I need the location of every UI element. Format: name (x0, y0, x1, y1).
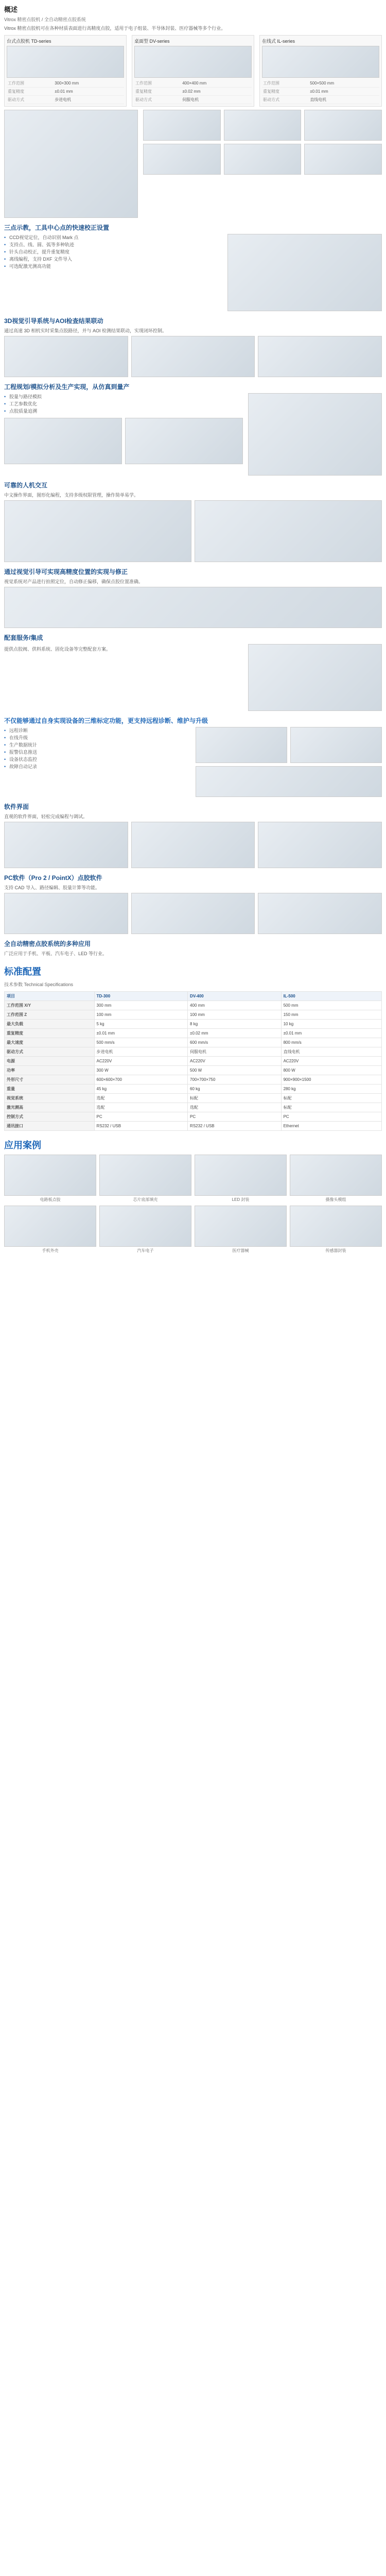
app-card[interactable] (195, 1155, 287, 1202)
feature-3-bullet: • 点胶质量追溯 (4, 408, 243, 415)
page (0, 0, 386, 1267)
feature-8-title: 软件界面 (4, 803, 29, 810)
product-card-1[interactable] (4, 35, 127, 107)
app-image (195, 1206, 287, 1247)
feature-7-bullet: • 故障自动记录 (4, 763, 190, 770)
feature-7-image-3 (196, 766, 382, 797)
app-label: LED 封装 (232, 1197, 250, 1202)
app-card[interactable] (99, 1206, 191, 1253)
feature-10 (4, 939, 382, 957)
app-image (4, 1155, 96, 1196)
feature-2-text: 通过高速 3D 相机实时采集点胶路径，并与 AOI 检测结果联动，实现闭环控制。 (4, 328, 167, 333)
product-image (7, 46, 124, 78)
feature-4-text: 中文操作界面，图形化编程，支持多级权限管理，操作简单易学。 (4, 493, 139, 498)
spec-section (4, 964, 382, 1131)
spec-key: 通讯接口 (5, 1122, 95, 1131)
spec-value: RS232 / USB (188, 1122, 282, 1131)
product-image (134, 46, 252, 78)
feature-3-bullet: • 工艺参数优化 (4, 400, 243, 408)
spec-value: 800 W (281, 1066, 381, 1075)
spec-value: RS232 / USB (94, 1122, 188, 1131)
software-screenshot-3 (258, 822, 382, 868)
feature-10-title: 全自动精密点胶系统的多种应用 (4, 940, 91, 947)
feature-5 (4, 567, 382, 628)
feature-3-bullet: • 胶量与路径模拟 (4, 393, 243, 400)
feature-7-bullet: • 生产数据统计 (4, 741, 190, 749)
feature-3-image-1 (4, 418, 122, 464)
spec-key: 最大负载 (5, 1020, 95, 1029)
table-row (5, 1112, 382, 1122)
app-image (290, 1206, 382, 1247)
spec-value: 5 kg (94, 1020, 188, 1029)
spec-key: 视觉系统 (5, 1094, 95, 1103)
product-image (262, 46, 379, 78)
feature-2-image-2 (131, 336, 255, 377)
spec-value: 600×600×700 (94, 1075, 188, 1084)
table-row (5, 1029, 382, 1038)
spec-value: 60 kg (188, 1084, 282, 1094)
spec-value: 45 kg (94, 1084, 188, 1094)
feature-1-bullet: • CCD视觉定位，自动识别 Mark 点 (4, 234, 222, 241)
spec-value: AC220V (94, 1057, 188, 1066)
app-label: 汽车电子 (137, 1248, 154, 1253)
spec-value: 伺服电机 (188, 1047, 282, 1057)
feature-6-text: 提供点胶阀、供料系统、固化设备等完整配套方案。 (4, 647, 111, 652)
spec-value: 8 kg (188, 1020, 282, 1029)
table-row (5, 1084, 382, 1094)
feature-8 (4, 802, 382, 868)
table-row (5, 1001, 382, 1010)
spec-value: 400 mm (188, 1001, 282, 1010)
table-row (5, 1020, 382, 1029)
spec-table-header: 项目 TD-300 DV-400 IL-500 (5, 992, 382, 1001)
spec-value: 标配 (281, 1103, 381, 1112)
accessory-image-4 (143, 144, 221, 175)
app-card[interactable] (195, 1206, 287, 1253)
app-image (195, 1155, 287, 1196)
spec-value: 标配 (281, 1094, 381, 1103)
spec-value: PC (188, 1112, 282, 1122)
feature-3-image-2 (125, 418, 243, 464)
spec-value: 600 mm/s (188, 1038, 282, 1047)
spec-value: 选配 (188, 1103, 282, 1112)
feature-1-bullet: • 离线编程，支持 DXF 文件导入 (4, 256, 222, 263)
spec-value: 800 mm/s (281, 1038, 381, 1047)
product-spec-table: 工作范围 300×300 mm 重复精度 ±0.01 mm 驱动方式 步进电机 (7, 79, 124, 104)
app-card[interactable] (99, 1155, 191, 1202)
spec-value: ±0.01 mm (94, 1029, 188, 1038)
accessory-image-6 (304, 144, 382, 175)
feature-1-bullet: • 针头自动校正，提升重复精度 (4, 248, 222, 256)
app-label: 手机外壳 (42, 1248, 59, 1253)
feature-7-bullet: • 在线升级 (4, 734, 190, 741)
app-label: 摄像头模组 (325, 1197, 346, 1202)
accessory-image-1 (143, 110, 221, 141)
spec-value: 100 mm (188, 1010, 282, 1020)
page-title: 概述 (4, 6, 18, 13)
apps-grid (4, 1155, 382, 1253)
feature-7-bullet: • 设备状态监控 (4, 756, 190, 763)
feature-2-title: 3D视觉引导系统与AOI检查结果联动 (4, 317, 103, 325)
feature-2-image-3 (258, 336, 382, 377)
spec-value: 500 W (188, 1066, 282, 1075)
table-row (5, 1057, 382, 1066)
machine-diagram-row (4, 110, 382, 218)
app-image (99, 1206, 191, 1247)
pc-software-image-2 (131, 893, 255, 934)
spec-key: 激光测高 (5, 1103, 95, 1112)
machine-illustration (4, 110, 138, 218)
spec-value: 900×900×1500 (281, 1075, 381, 1084)
spec-value: 300 mm (94, 1001, 188, 1010)
feature-7-title: 不仅能够通过自身实现设备的三维标定功能，更支持远程诊断、维护与升级 (4, 717, 208, 724)
app-label: 医疗器械 (232, 1248, 249, 1253)
spec-value: PC (281, 1112, 381, 1122)
apps-section (4, 1138, 382, 1253)
spec-subtitle: 技术参数 Technical Specifications (4, 982, 74, 987)
feature-4-image-1 (4, 500, 191, 562)
app-card[interactable] (4, 1155, 96, 1202)
feature-8-text: 直观的软件界面，轻松完成编程与调试。 (4, 814, 88, 819)
feature-1 (4, 223, 382, 311)
spec-value: ±0.01 mm (281, 1029, 381, 1038)
spec-key: 控制方式 (5, 1112, 95, 1122)
app-label: 传感器封装 (325, 1248, 346, 1253)
spec-value: 10 kg (281, 1020, 381, 1029)
feature-1-title: 三点示教，工具中心点的快速校正设置 (4, 224, 110, 231)
app-image (4, 1206, 96, 1247)
feature-4 (4, 481, 382, 562)
product-spec-table: 工作范围 400×400 mm 重复精度 ±0.02 mm 驱动方式 伺服电机 (134, 79, 252, 104)
table-row (5, 1094, 382, 1103)
app-label: 芯片底部填充 (133, 1197, 158, 1202)
pc-software-image-1 (4, 893, 128, 934)
feature-3 (4, 382, 382, 476)
spec-key: 外形尺寸 (5, 1075, 95, 1084)
spec-key: 最大速度 (5, 1038, 95, 1047)
spec-value: 标配 (188, 1094, 282, 1103)
feature-4-title: 可靠的人机交互 (4, 482, 48, 489)
spec-value: 700×700×750 (188, 1075, 282, 1084)
spec-key: 工作范围 Z (5, 1010, 95, 1020)
spec-value: PC (94, 1112, 188, 1122)
spec-key: 重复精度 (5, 1029, 95, 1038)
table-row (5, 1075, 382, 1084)
feature-1-bullet: • 可选配激光测高功能 (4, 263, 222, 270)
table-row (5, 1066, 382, 1075)
spec-title: 标准配置 (4, 967, 41, 977)
software-screenshot-1 (4, 822, 128, 868)
apps-title: 应用案例 (4, 1140, 41, 1150)
feature-9 (4, 873, 382, 934)
spec-key: 重量 (5, 1084, 95, 1094)
feature-5-title: 通过视觉引导可实现高精度位置的实现与修正 (4, 568, 128, 575)
spec-value: 150 mm (281, 1010, 381, 1020)
spec-key: 工作范围 X/Y (5, 1001, 95, 1010)
app-image (290, 1155, 382, 1196)
feature-6-image (248, 644, 382, 711)
spec-value: 步进电机 (94, 1047, 188, 1057)
feature-7-image-1 (196, 727, 287, 763)
spec-value: 500 mm/s (94, 1038, 188, 1047)
feature-7-bullet: • 远程诊断 (4, 727, 190, 734)
feature-10-text: 广泛应用于手机、平板、汽车电子、LED 等行业。 (4, 951, 108, 956)
app-card[interactable] (290, 1155, 382, 1202)
spec-value: 100 mm (94, 1010, 188, 1020)
spec-value: 选配 (94, 1103, 188, 1112)
feature-9-title: PC软件（Pro 2 / PointX）点胶软件 (4, 874, 102, 882)
feature-3-image-3 (248, 393, 382, 476)
spec-value: 280 kg (281, 1084, 381, 1094)
software-screenshot-2 (131, 822, 255, 868)
pc-software-image-3 (258, 893, 382, 934)
spec-value: ±0.02 mm (188, 1029, 282, 1038)
feature-5-image (4, 587, 382, 628)
feature-1-bullet: • 支持点、线、圆、弧等多种轨迹 (4, 241, 222, 248)
product-name: 在线式 IL-series (262, 39, 295, 44)
feature-7-bullet: • 报警信息推送 (4, 749, 190, 756)
spec-key: 功率 (5, 1066, 95, 1075)
accessory-image-2 (224, 110, 302, 141)
spec-value: 选配 (94, 1094, 188, 1103)
spec-value: 500 mm (281, 1001, 381, 1010)
product-card-2[interactable] (132, 35, 254, 107)
spec-value: 直线电机 (281, 1047, 381, 1057)
feature-7-image-2 (290, 727, 382, 763)
feature-7 (4, 716, 382, 797)
product-spec-table: 工作范围 500×500 mm 重复精度 ±0.01 mm 驱动方式 直线电机 (262, 79, 379, 104)
feature-9-text: 支持 CAD 导入、路径编辑、胶量计算等功能。 (4, 885, 100, 890)
spec-table (4, 991, 382, 1131)
accessory-image-5 (224, 144, 302, 175)
spec-value: AC220V (188, 1057, 282, 1066)
table-row (5, 1010, 382, 1020)
feature-3-title: 工程规划/模拟分析及生产实现，从仿真到量产 (4, 383, 130, 391)
spec-value: Ethernet (281, 1122, 381, 1131)
product-cards (4, 35, 382, 107)
app-card[interactable] (290, 1206, 382, 1253)
spec-key: 驱动方式 (5, 1047, 95, 1057)
spec-value: AC220V (281, 1057, 381, 1066)
app-card[interactable] (4, 1206, 96, 1253)
feature-6 (4, 633, 382, 711)
spec-key: 电源 (5, 1057, 95, 1066)
spec-value: 300 W (94, 1066, 188, 1075)
intro-text: Vitrox 精密点胶机可在各种材质表面进行高精度点胶，适用于电子组装、半导体封装、医疗器械等多个行业。 (4, 26, 226, 31)
feature-6-title: 配套服务/集成 (4, 634, 43, 641)
product-card-3[interactable] (259, 35, 382, 107)
product-name: 台式点胶机 TD-series (7, 39, 51, 44)
product-name: 桌面型 DV-series (134, 39, 170, 44)
feature-2-image-1 (4, 336, 128, 377)
app-image (99, 1155, 191, 1196)
table-row (5, 1122, 382, 1131)
page-subtitle: Vitrox 精密点胶机 / 全自动精密点胶系统 (4, 17, 86, 22)
table-row (5, 1103, 382, 1112)
feature-4-image-2 (195, 500, 382, 562)
app-label: 电路板点胶 (40, 1197, 61, 1202)
header-section (4, 0, 382, 32)
feature-1-image (227, 234, 382, 311)
table-row (5, 1038, 382, 1047)
accessory-image-3 (304, 110, 382, 141)
feature-2 (4, 316, 382, 377)
table-row (5, 1047, 382, 1057)
feature-5-text: 视觉系统对产品进行拍照定位，自动修正偏移，确保点胶位置准确。 (4, 579, 144, 584)
